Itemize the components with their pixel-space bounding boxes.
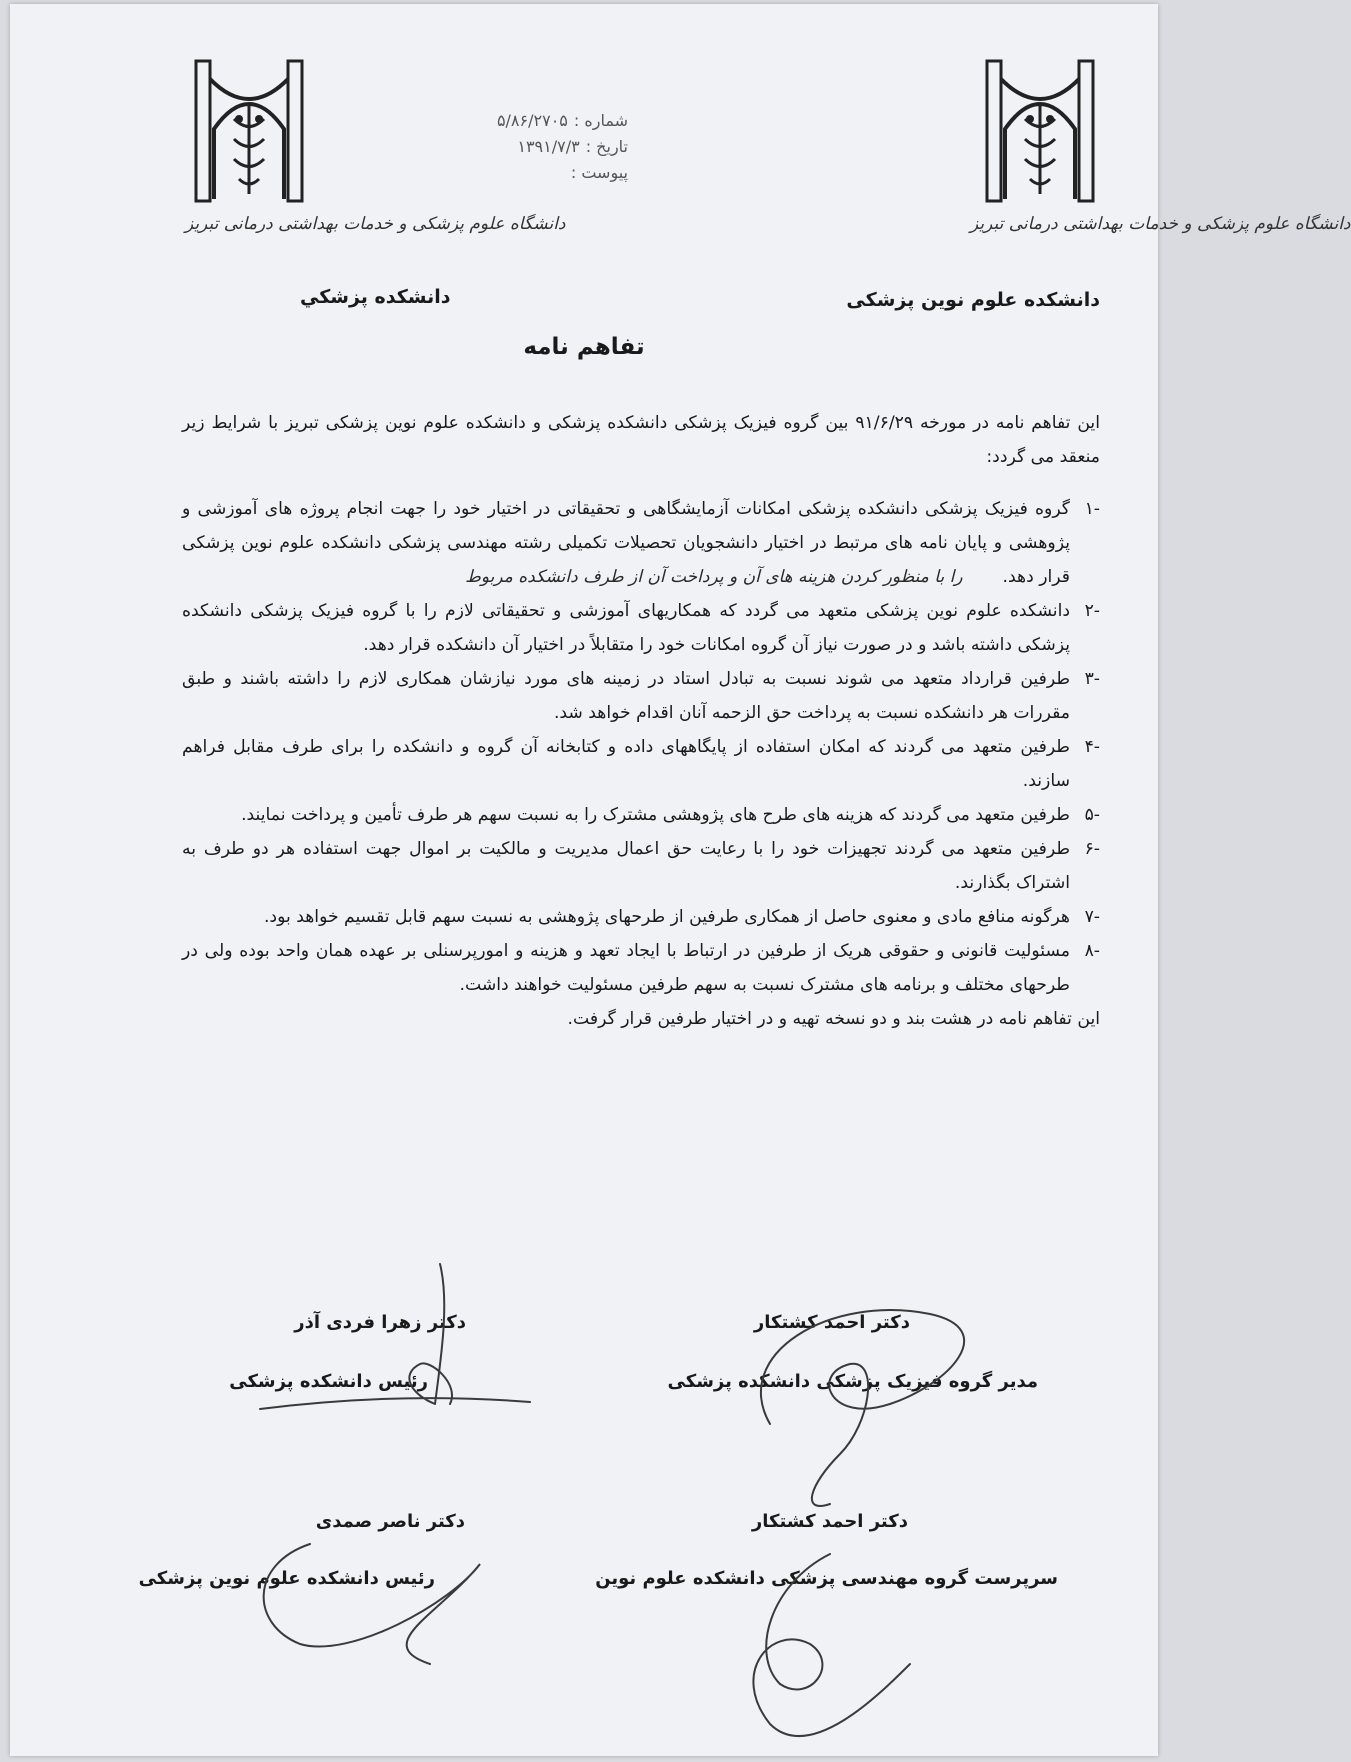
clause-item bbox=[182, 594, 1100, 662]
clause-text: طرفین متعهد می گردند تجهیزات خود را با رعایت حق اعمال مدیریت و مالکیت بر اموال جهت استفاده هر دو طرف به اشتراک بگذارند. bbox=[182, 839, 1070, 893]
university-name-script-left: دانشگاه علوم پزشکی و خدمات بهداشتی درمانی تبریز bbox=[185, 214, 566, 234]
clause-item bbox=[182, 900, 1100, 934]
clause-text: طرفین متعهد می گردند که امکان استفاده از پایگاههای داده و کتابخانه آن گروه و دانشکده را برای طرف مقابل فراهم سازند. bbox=[182, 737, 1070, 791]
clause-item bbox=[182, 832, 1100, 900]
clause-number: -۴ bbox=[1084, 737, 1100, 757]
clause-number: -۵ bbox=[1084, 805, 1100, 825]
signatory-title: سرپرست گروه مهندسی پزشکی دانشکده علوم نوین bbox=[595, 1568, 1058, 1589]
clause-body: گروه فیزیک پزشکی دانشکده پزشکی امکانات آزمایشگاهی و تحقیقاتی در اختیار خود را جهت انجام پروژه های آموزشی و پژوهشی و پایان نامه های مرتبط در اختیار دانشجویان تحصیلات تکمیلی رشته مهندسی پزشکی دانشکده علوم نوین پزشکی قرار دهد. bbox=[182, 499, 1070, 587]
faculty-name-right: دانشکده علوم نوین پزشکی bbox=[846, 289, 1100, 311]
clause-item bbox=[182, 934, 1100, 1002]
letter-number bbox=[448, 108, 628, 134]
signatory-biomedical-group-head bbox=[595, 1511, 1058, 1589]
letter-attachment bbox=[448, 160, 628, 186]
signatory-name: دکتر احمد کشتکار bbox=[751, 1511, 908, 1532]
faculty-name-left: دانشکده پزشكي bbox=[300, 286, 451, 308]
university-emblem-right bbox=[985, 59, 1095, 209]
letter-page bbox=[10, 4, 1351, 1756]
handwritten-note: را با منظور کردن هزینه های آن و پرداخت آن از طرف دانشکده مربوط bbox=[465, 567, 963, 587]
clause-item bbox=[182, 662, 1100, 730]
clause-text: طرفین قرارداد متعهد می شوند نسبت به تبادل استاد در زمینه های مورد نیازشان همکاری لازم را داشته باشند و طبق مقررات هر دانشکده نسبت به پرداخت حق الزحمه آنان اقدام خواهد شد. bbox=[182, 669, 1070, 723]
university-emblem-left bbox=[194, 59, 304, 209]
university-name-script-right: دانشگاه علوم پزشکی و خدمات بهداشتی درمانی تبریز bbox=[970, 214, 1351, 234]
clause-text: هرگونه منافع مادی و معنوی حاصل از همکاری طرفین از طرحهای پژوهشی به نسبت سهم قابل تقسیم خواهد بود. bbox=[263, 907, 1070, 927]
clause-number: -۱ bbox=[1084, 499, 1100, 519]
clause-number: -۷ bbox=[1084, 907, 1100, 927]
clause-item bbox=[182, 730, 1100, 798]
clause-item bbox=[182, 492, 1100, 594]
meta-value: ۱۳۹۱/۷/۳ bbox=[517, 137, 580, 156]
signatory-physics-group-head bbox=[667, 1312, 1038, 1392]
meta-label: پیوست : bbox=[570, 163, 628, 182]
signatory-advanced-sciences-dean bbox=[139, 1511, 465, 1589]
clause-number: -۶ bbox=[1084, 839, 1100, 859]
signatory-title: رئیس دانشکده علوم نوین پزشکی bbox=[138, 1568, 435, 1589]
clause-number: -۸ bbox=[1084, 941, 1100, 961]
signatory-title: مدیر گروه فیزیک پزشکی دانشکده پزشکی bbox=[667, 1371, 1038, 1392]
meta-value: ۵/۸۶/۲۷۰۵ bbox=[496, 111, 568, 130]
clause-list bbox=[182, 492, 1100, 1002]
clause-text: طرفین متعهد می گردند که هزینه های طرح های پژوهشی مشترک را به نسبت سهم هر طرف تأمین و پرداخت نمایند. bbox=[241, 805, 1070, 825]
document-body bbox=[182, 406, 1100, 1036]
clause-number: -۳ bbox=[1084, 669, 1100, 689]
clause-item bbox=[182, 798, 1100, 832]
meta-label: تاریخ : bbox=[585, 137, 628, 156]
clause-number: -۲ bbox=[1084, 601, 1100, 621]
signatory-title: رئیس دانشکده پزشکی bbox=[229, 1371, 428, 1392]
closing-paragraph: این تفاهم نامه در هشت بند و دو نسخه تهیه و در اختیار طرفین قرار گرفت. bbox=[567, 1009, 1100, 1029]
clause-text bbox=[182, 492, 1070, 594]
letter-date bbox=[448, 134, 628, 160]
signatory-name: دکتر ناصر صمدی bbox=[315, 1511, 465, 1532]
signatory-name: دکتر احمد کشتکار bbox=[753, 1312, 910, 1333]
signatory-medical-dean bbox=[229, 1312, 466, 1392]
intro-paragraph: این تفاهم نامه در مورخه ۹۱/۶/۲۹ بین گروه فیزیک پزشکی دانشکده پزشکی و دانشکده علوم نوین پزشکی تبریز با شرایط زیر منعقد می گردد: bbox=[182, 413, 1100, 467]
meta-label: شماره : bbox=[573, 111, 628, 130]
document-title: تفاهم نامه bbox=[523, 334, 645, 360]
signatory-name: دکتر زهرا فردی آذر bbox=[294, 1312, 466, 1333]
clause-text: مسئولیت قانونی و حقوقی هریک از طرفین در ارتباط با ایجاد تعهد و هزینه و امورپرسنلی بر عهده همان واحد بوده ولی در طرحهای مختلف و برنامه های مشترک نسبت به سهم طرفین مسئولیت خواهند داشت. bbox=[182, 941, 1070, 995]
clause-text: دانشکده علوم نوین پزشکی متعهد می گردد که همکاریهای آموزشی و تحقیقاتی لازم را با گروه فیزیک پزشکی دانشکده پزشکی داشته باشد و در صورت نیاز آن گروه امکانات خود را متقابلاً در اختیار آن دانشکده قرار دهد. bbox=[182, 601, 1070, 655]
letter-meta bbox=[448, 108, 628, 186]
